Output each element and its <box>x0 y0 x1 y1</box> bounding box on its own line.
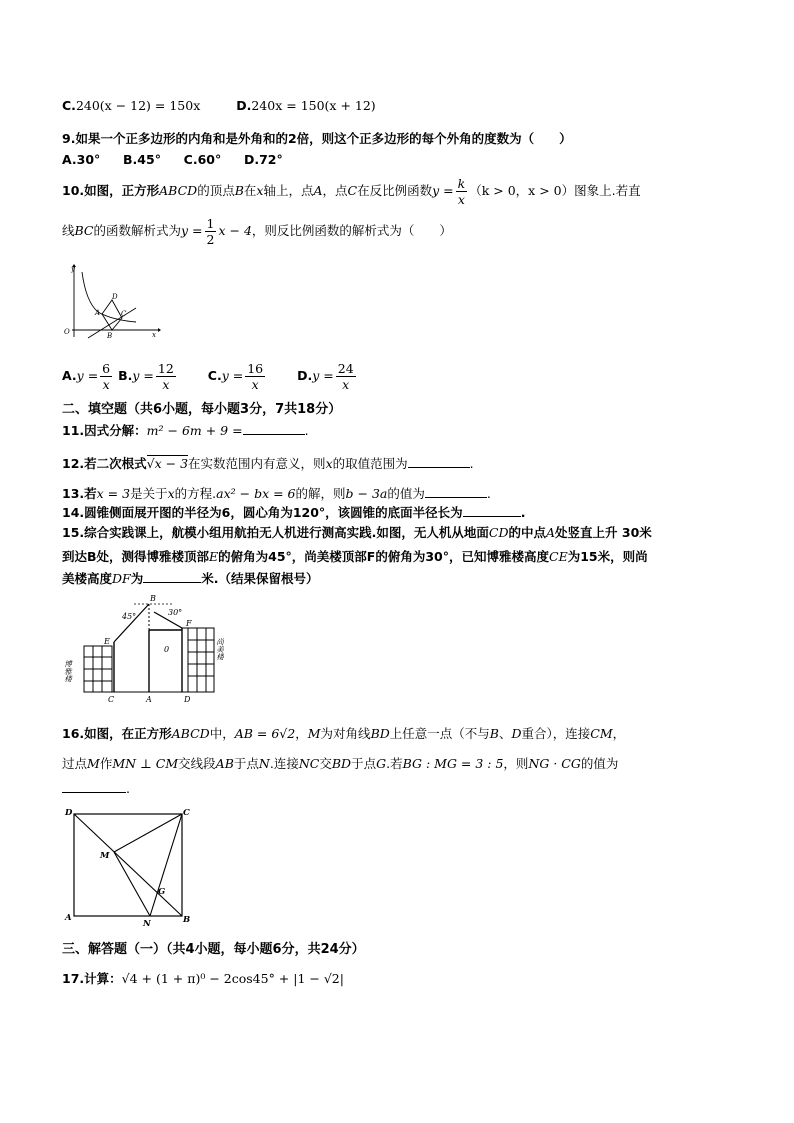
q16-fig-line-mn <box>114 852 150 916</box>
q14 <box>62 504 744 522</box>
section-3-heading: 三、解答题（一）（共4小题，每小题6分，共24分） <box>62 942 365 957</box>
q10-tail-expr: x − 4 <box>218 223 252 238</box>
svg-text:x: x <box>152 331 156 339</box>
q16-ab-expr: AB = 6√2 <box>234 726 296 741</box>
q16-line3 <box>62 780 744 798</box>
q15-l2-c: 为15米，则尚 <box>567 549 648 564</box>
q15-fig-label-d: D <box>184 695 191 704</box>
q15-ce: CE <box>549 549 568 564</box>
q13-label: 13.若 <box>62 486 97 501</box>
q13-answer-blank[interactable] <box>425 485 487 498</box>
q10-text-c: 在 <box>243 183 257 198</box>
q10-text-f: 在反比例函数 <box>357 183 433 198</box>
q16-l2-e: .连接 <box>269 756 299 771</box>
q10-text-e: ，点 <box>322 183 348 198</box>
q10-line2-a: 线 <box>62 223 75 238</box>
q15-fig-right-bldg-name: 尚美楼 <box>215 638 224 661</box>
q15-line3 <box>62 570 744 588</box>
q12-text-b: 在实数范围内有意义，则 <box>188 456 326 471</box>
q10-option-d-num: 24 <box>337 361 354 376</box>
q14-end: . <box>520 505 526 520</box>
q11-label: 11.因式分解： <box>62 423 147 438</box>
q12-end: . <box>469 456 474 471</box>
q15-fig-left-building <box>84 646 112 692</box>
svg-text:B: B <box>183 915 191 925</box>
q16-l1-c: ， <box>295 726 308 741</box>
q13-text-c: 的方程. <box>174 486 217 501</box>
q10-k: k <box>457 176 466 191</box>
q16-cm: CM <box>590 726 613 741</box>
svg-text:B: B <box>107 332 113 340</box>
svg-text:O: O <box>64 328 70 336</box>
q16-l1-f: 、 <box>498 726 512 741</box>
q12-answer-blank[interactable] <box>408 455 470 468</box>
q15-cd: CD <box>488 525 509 540</box>
q10-cond: （k > 0，x > 0） <box>469 183 575 198</box>
q10-text-d: 轴上，点 <box>263 183 314 198</box>
q16-perp: MN ⊥ CM <box>112 756 179 771</box>
q16-g: G <box>376 756 387 771</box>
q16-bd: BD <box>370 726 390 741</box>
q14-answer-blank[interactable] <box>463 504 521 517</box>
q15-line1 <box>62 524 744 542</box>
q17 <box>62 970 744 988</box>
q15-fig-label-f: F <box>186 619 192 628</box>
q10-option-d-frac: $\frac{24}{x}$ <box>337 361 354 392</box>
q16-l2-h: .若 <box>386 756 403 771</box>
section-2-heading: 二、填空题（共6小题，每小题3分，7共18分） <box>62 402 342 417</box>
q10-half-num: 1 <box>206 216 215 231</box>
q16-l1-a: 16.如图，在正方形 <box>62 726 172 741</box>
q10-x: x <box>256 183 264 198</box>
svg-text:y: y <box>71 265 75 273</box>
q15-l1-c: 处竖直上升 30米 <box>555 525 652 540</box>
q16-n: N <box>258 756 270 771</box>
q16-l1-b: 中， <box>209 726 235 741</box>
q8-option-c-expr: 240(x − 12) = 150x <box>75 98 201 113</box>
svg-text:M: M <box>100 851 110 861</box>
q9-options <box>62 151 744 169</box>
q10-y-eq: y = <box>432 183 454 198</box>
q16-ab: AB <box>215 756 234 771</box>
q8-option-d-expr: 240x = 150(x + 12) <box>251 98 376 113</box>
q10-option-c-frac: $\frac{16}{x}$ <box>247 361 264 392</box>
q11-end: . <box>304 423 309 438</box>
q15-l3-c: 米.（结果保留根号） <box>201 571 319 586</box>
svg-text:C: C <box>183 808 190 818</box>
svg-text:D: D <box>112 293 118 301</box>
q15-l1-a: 15.综合实践课上，航模小组用航拍无人机进行测高实践.如图，无人机从地面 <box>62 525 489 540</box>
q17-label: 17.计算： <box>62 971 122 986</box>
q16-prod: NG · CG <box>528 756 581 771</box>
q11-expr: m² − 6m + 9 = <box>146 423 243 438</box>
q15-fig-left-bldg-name: 博雅楼 <box>64 660 73 683</box>
q8-option-c-label: C. <box>62 98 76 113</box>
svg-text:A: A <box>95 309 101 317</box>
q9-option-b: B.45° <box>123 152 161 167</box>
q15-l1-b: 的中点 <box>508 525 547 540</box>
q13-text-d: 的解，则 <box>295 486 346 501</box>
q16-abcd: ABCD <box>171 726 210 741</box>
q16-answer-blank[interactable] <box>62 780 126 793</box>
q15-figure <box>64 594 224 706</box>
q10-half <box>205 216 217 247</box>
q10-stem-line2 <box>62 216 744 247</box>
q15-l3-a: 美楼高度 <box>62 571 113 586</box>
q10-option-b-num: 12 <box>157 361 174 376</box>
q12-label: 12.若二次根式 <box>62 456 147 471</box>
q16-l2-d: 于点 <box>233 756 259 771</box>
q11 <box>62 422 744 440</box>
q10-c: C <box>347 183 358 198</box>
svg-text:A: A <box>65 913 72 923</box>
q16-figure <box>62 804 194 928</box>
q15-fig-label-45: 45° <box>122 612 137 621</box>
q16-l2-i: ，则 <box>503 756 529 771</box>
q10-fig-curve <box>82 272 136 322</box>
q16-l2-a: 过点 <box>62 756 88 771</box>
q10-b: B <box>234 183 244 198</box>
q16-d: D <box>511 726 522 741</box>
q10-option-d-label: D. <box>297 368 313 383</box>
q10-line2-b: 的函数解析式为 <box>93 223 182 238</box>
q10-option-c-label: C. <box>207 368 222 383</box>
q16-l1-h: ， <box>612 726 626 741</box>
q13-expr3: b − 3a <box>345 486 388 501</box>
q16-l2-b: 作 <box>99 756 113 771</box>
q12-expr: √x − 3 <box>146 456 189 471</box>
q16-l2-c: 交线段 <box>178 756 216 771</box>
q9-stem: 9.如果一个正多边形的内角和是外角和的2倍，则这个正多边形的每个外角的度数为（ ） <box>62 131 572 146</box>
q16-l1-e: 上任意一点（不与 <box>389 726 490 741</box>
q16-line2 <box>62 750 744 778</box>
q17-expr: √4 + (1 + π)⁰ − 2cos45° + |1 − √2| <box>121 971 344 986</box>
q15-fig-label-c: C <box>108 695 115 704</box>
svg-text:D: D <box>65 808 73 818</box>
q10-line2-c: ，则反比例函数的解析式为（ ） <box>251 223 452 238</box>
q15-l2-b: 的俯角为45°，尚美楼顶部F的俯角为30°，已知博雅楼高度 <box>218 549 549 564</box>
q16-m-2: M <box>87 756 100 771</box>
q16-l2-f: 交 <box>319 756 332 771</box>
q10-option-a-num: 6 <box>102 361 111 376</box>
svg-text:C: C <box>121 310 127 318</box>
q9-option-c: C.60° <box>183 152 222 167</box>
q13-x: x <box>167 486 175 501</box>
q16-l2-g: 于点 <box>351 756 377 771</box>
q9-option-d: D.72° <box>243 152 283 167</box>
q16-l1-d: 为对角线 <box>320 726 371 741</box>
svg-text:N: N <box>143 919 151 928</box>
q16-nc: NC <box>298 756 320 771</box>
q8-option-d-label: D. <box>236 98 252 113</box>
q10-figure <box>62 262 162 340</box>
q14-text: 14.圆锥侧面展开图的半径为6，圆心角为120°，该圆锥的底面半径长为 <box>62 505 463 520</box>
q15-fig-label-a: A <box>146 695 152 704</box>
q10-option-c-num: 16 <box>247 361 264 376</box>
q10-option-a-label: A. <box>62 368 77 383</box>
q15-fig-label-b: B <box>150 594 156 603</box>
q15-l2-a: 到达B处，测得博雅楼顶部 <box>62 549 210 564</box>
q15-l3-b: 为 <box>130 571 144 586</box>
q12-x: x <box>325 456 333 471</box>
q10-text-b: 的顶点 <box>197 183 235 198</box>
q16-l2-j: 的值为 <box>580 756 619 771</box>
q10-abcd: ABCD <box>159 183 198 198</box>
q15-line2 <box>62 548 744 566</box>
q13-expr2: ax² − bx = 6 <box>216 486 296 501</box>
q15-a: A <box>546 525 556 540</box>
q12 <box>62 455 744 473</box>
q11-answer-blank[interactable] <box>243 422 305 435</box>
q10-x-denom: x <box>457 192 465 207</box>
q15-e: E <box>209 549 219 564</box>
q13-text-b: 是关于 <box>130 486 168 501</box>
q16-end: . <box>126 781 130 796</box>
q16-l1-g: 重合），连接 <box>521 726 591 741</box>
q16-bd-2: BD <box>331 756 352 771</box>
q15-fig-label-30: 30° <box>168 608 183 617</box>
q10-text-a: 10.如图，正方形 <box>62 183 160 198</box>
q15-answer-blank[interactable] <box>143 570 201 583</box>
q16-ratio: BG : MG = 3 : 5 <box>402 756 504 771</box>
q10-a: A <box>313 183 323 198</box>
q16-b: B <box>489 726 499 741</box>
q10-half-den: 2 <box>206 232 215 247</box>
q16-line1 <box>62 720 744 748</box>
svg-text:G: G <box>158 887 166 897</box>
q13-text-e: 的值为 <box>387 486 425 501</box>
q12-text-c: 的取值范围为 <box>332 456 408 471</box>
q10-stem-line1 <box>62 176 744 207</box>
q13 <box>62 485 744 503</box>
q8-options <box>62 97 744 115</box>
q10-y-eq-2: y = <box>181 223 203 238</box>
q10-option-a-frac: $\frac{6}{x}$ <box>102 361 111 392</box>
q9-option-a: A.30° <box>62 152 101 167</box>
q10-option-b-frac: $\frac{12}{x}$ <box>157 361 174 392</box>
q15-fig-label-e: E <box>104 637 110 646</box>
q13-end: . <box>486 486 491 501</box>
q10-text-g: 图象上.若直 <box>574 183 641 198</box>
q13-expr1: x = 3 <box>96 486 131 501</box>
q15-fig-label-o: 0 <box>164 645 170 654</box>
q10-options: A.y = $\frac{6}{x}$ B.y = $\frac{12}{x}$ C.y = $\frac{16}{x}$ D.y = $\frac{24}{x}$ <box>62 361 354 392</box>
q10-k-over-x <box>456 176 468 207</box>
q10-option-b-label: B. <box>118 368 133 383</box>
q15-fig-right-building <box>188 628 214 692</box>
q16-m: M <box>307 726 321 741</box>
q10-bc: BC <box>74 223 94 238</box>
q15-df: DF <box>112 571 131 586</box>
